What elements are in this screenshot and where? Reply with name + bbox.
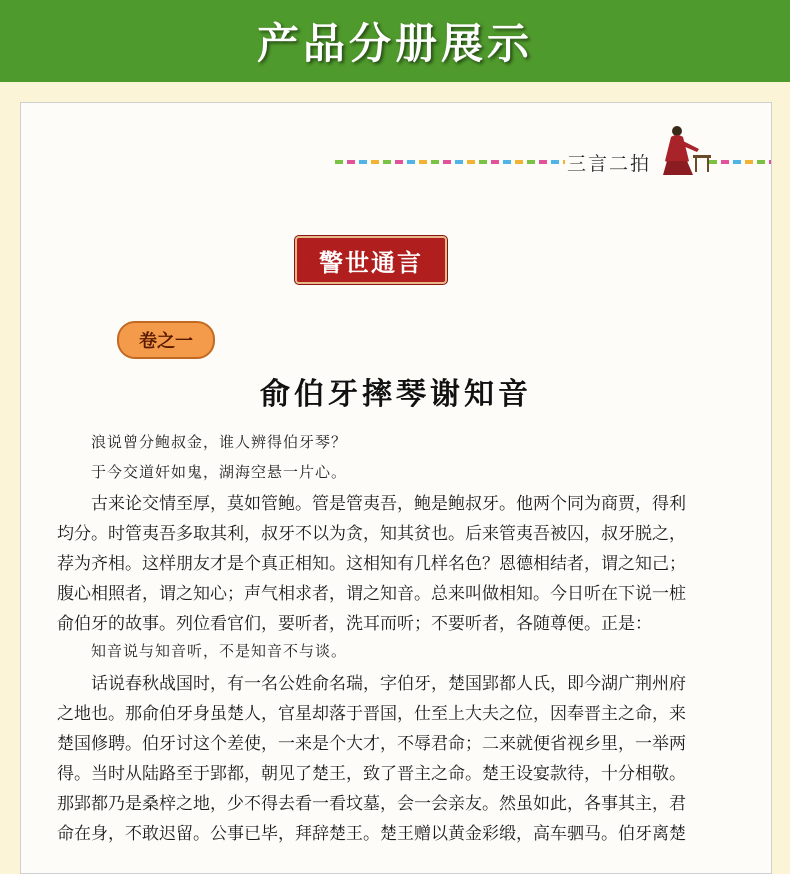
text-line: 命在身，不敢迟留。公事已毕，拜辞楚王。楚王赠以黄金彩缎，高车驷马。伯牙离楚 xyxy=(57,824,686,844)
chapter-title: 俞伯牙摔琴谢知音 xyxy=(260,377,532,412)
text-line: 荐为齐相。这样朋友才是个真正相知。这相知有几样名色？恩德相结者，谓之知己； xyxy=(57,554,686,574)
decorative-dash-line xyxy=(709,160,771,164)
book-title-label: 警世通言 xyxy=(295,236,447,284)
scholar-figure-icon xyxy=(653,119,713,179)
verse-line: 知音说与知音听，不是知音不与谈。 xyxy=(91,642,348,660)
text-line: 古来论交情至厚，莫如管鲍。管是管夷吾，鲍是鲍叔牙。他两个同为商贾，得利 xyxy=(91,494,686,514)
header-banner xyxy=(0,0,790,82)
poem-line: 浪说曾分鲍叔金，谁人辨得伯牙琴？ xyxy=(91,433,348,451)
text-line: 楚国修聘。伯牙讨这个差使，一来是个大才，不辱君命；二来就便省视乡里，一举两 xyxy=(57,734,686,754)
decorative-dash-line xyxy=(335,160,565,164)
text-line: 之地也。那俞伯牙身虽楚人，官星却落于晋国，仕至上大夫之位，因奉晋主之命，来 xyxy=(57,704,686,724)
text-line: 均分。时管夷吾多取其利，叔牙不以为贪，知其贫也。后来管夷吾被囚，叔牙脱之， xyxy=(57,524,686,544)
series-label: 三言二拍 xyxy=(567,153,652,175)
banner-title: 产品分册展示 xyxy=(256,19,533,68)
text-line: 那郢都乃是桑梓之地，少不得去看一看坟墓，会一会亲友。然虽如此，各事其主，君 xyxy=(57,794,686,814)
book-page-preview xyxy=(20,102,772,874)
text-line: 话说春秋战国时，有一名公姓俞名瑞，字伯牙，楚国郢都人氏，即今湖广荆州府 xyxy=(91,674,686,694)
text-line: 俞伯牙的故事。列位看官们，要听者，洗耳而听；不要听者，各随尊便。正是： xyxy=(57,614,652,634)
poem-line: 于今交道奸如鬼，湖海空悬一片心。 xyxy=(91,463,348,481)
text-line: 得。当时从陆路至于郢都，朝见了楚王，致了晋主之命。楚王设宴款待，十分相敬。 xyxy=(57,764,686,784)
volume-badge: 卷之一 xyxy=(117,321,215,359)
text-line: 腹心相照者，谓之知心；声气相求者，谓之知音。总来叫做相知。今日听在下说一桩 xyxy=(57,584,686,604)
